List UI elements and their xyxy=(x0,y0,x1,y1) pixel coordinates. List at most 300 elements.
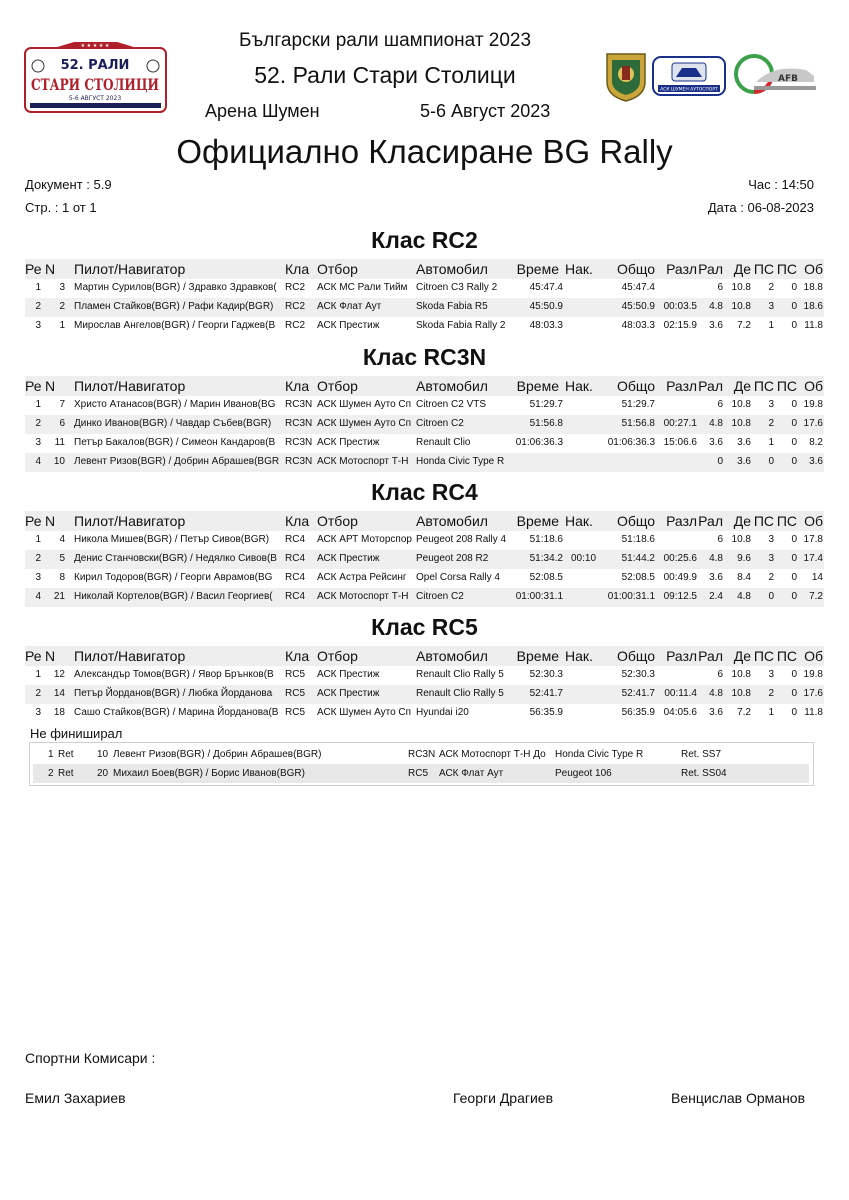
afb-logo-text: AFB xyxy=(778,74,798,84)
cell-day-points: 10.8 xyxy=(731,688,751,699)
date-stamp: Дата : 06-08-2023 xyxy=(707,200,814,215)
cell-penalty: 00:10 xyxy=(571,553,597,564)
dnf-crew: Михаил Боев(BGR) / Борис Иванов(BGR) xyxy=(113,768,305,779)
col-rally-points: Рал xyxy=(698,261,723,277)
cell-diff: 00:11.4 xyxy=(664,688,697,699)
col-points-total: Об xyxy=(804,378,823,394)
col-diff: Разл xyxy=(666,648,697,664)
col-points-total: Об xyxy=(804,648,823,664)
cell-ps1: 2 xyxy=(768,688,774,699)
cell-car: Citroen C2 xyxy=(416,418,464,429)
cell-rally-points: 6 xyxy=(717,399,723,410)
cell-car: Renault Clio Rally 5 xyxy=(416,669,504,680)
dnf-number: 20 xyxy=(97,768,109,779)
cell-time: 52:41.7 xyxy=(529,688,563,699)
cell-day-points: 10.8 xyxy=(731,418,751,429)
col-day-points: Де xyxy=(733,378,751,394)
table-row xyxy=(25,550,824,569)
time-stamp: Час : 14:50 xyxy=(748,177,814,192)
cell-diff: 00:25.6 xyxy=(663,553,697,564)
dnf-row xyxy=(33,764,809,783)
cell-points-total: 8.2 xyxy=(809,437,823,448)
cell-crew: Христо Атанасов(BGR) / Марин Иванов(BG xyxy=(74,399,276,410)
cell-day-points: 7.2 xyxy=(737,707,751,718)
table-row xyxy=(25,666,824,685)
cell-time: 51:29.7 xyxy=(529,399,563,410)
cell-class: RC3N xyxy=(285,456,313,467)
cell-day-points: 4.8 xyxy=(737,591,751,602)
cell-rally-points: 4.8 xyxy=(709,418,723,429)
cell-points-total: 19.8 xyxy=(803,399,823,410)
cell-ps2: 0 xyxy=(791,282,797,293)
cell-total: 52:41.7 xyxy=(621,688,655,699)
cell-points-total: 17.4 xyxy=(803,553,823,564)
cell-day-points: 10.8 xyxy=(731,399,751,410)
cell-team: АСК Престиж xyxy=(317,688,380,699)
cell-total: 51:18.6 xyxy=(621,534,655,545)
cell-class: RC4 xyxy=(285,534,306,545)
page-number: Стр. : 1 от 1 xyxy=(25,200,97,215)
cell-class: RC2 xyxy=(285,320,306,331)
cell-rally-points: 4.8 xyxy=(709,553,723,564)
col-diff: Разл xyxy=(666,513,697,529)
cell-class: RC3N xyxy=(285,399,313,410)
col-ps2: ПС xyxy=(776,261,797,277)
cell-time: 45:47.4 xyxy=(529,282,563,293)
dnf-car: Honda Civic Type R xyxy=(555,749,644,760)
col-day-points: Де xyxy=(733,513,751,529)
col-position: Ре xyxy=(25,648,42,664)
cell-crew: Пламен Стайков(BGR) / Рафи Кадир(BGR) xyxy=(74,301,274,312)
cell-team: АСК Престиж xyxy=(317,669,380,680)
cell-total: 56:35.9 xyxy=(621,707,655,718)
cell-day-points: 10.8 xyxy=(731,282,751,293)
cell-team: АСК Мотоспорт Т-Н xyxy=(317,591,409,602)
cell-class: RC4 xyxy=(285,553,306,564)
cell-points-total: 17.6 xyxy=(803,418,823,429)
cell-team: АСК Престиж xyxy=(317,437,380,448)
cell-team: АСК Шумен Ауто Сп xyxy=(317,707,412,718)
col-number: N xyxy=(45,648,56,664)
cell-number: 10 xyxy=(53,456,65,467)
cell-position: 3 xyxy=(35,707,41,718)
cell-total: 51:44.2 xyxy=(621,553,655,564)
stewards-label: Спортни Комисари : xyxy=(25,1050,156,1066)
cell-ps2: 0 xyxy=(791,669,797,680)
cell-time: 48:03.3 xyxy=(529,320,563,331)
cell-diff: 00:03.5 xyxy=(663,301,697,312)
cell-total: 01:00:31.1 xyxy=(607,591,655,602)
rally-name: 52. Рали Стари Столици xyxy=(254,62,516,88)
dnf-status: Ret xyxy=(58,749,74,760)
col-team: Отбор xyxy=(317,261,358,277)
col-time: Време xyxy=(516,648,559,664)
cell-car: Peugeot 208 R2 xyxy=(416,553,489,564)
col-rally-points: Рал xyxy=(698,378,723,394)
rally-logo xyxy=(24,42,167,113)
col-car: Автомобил xyxy=(416,261,488,277)
cell-number: 21 xyxy=(53,591,65,602)
table-row xyxy=(25,569,824,588)
dnf-section-title: Не финиширал xyxy=(30,726,123,741)
shumen-coat-of-arms-logo xyxy=(604,52,648,102)
cell-number: 8 xyxy=(59,572,65,583)
cell-diff: 09:12.5 xyxy=(663,591,697,602)
dnf-table xyxy=(29,742,814,786)
cell-position: 3 xyxy=(35,572,41,583)
cell-rally-points: 4.8 xyxy=(709,688,723,699)
cell-class: RC5 xyxy=(285,707,306,718)
cell-car: Honda Civic Type R xyxy=(416,456,505,467)
event-dates: 5-6 Август 2023 xyxy=(420,101,551,121)
cell-crew: Динко Иванов(BGR) / Чавдар Събев(BGR) xyxy=(74,418,272,429)
cell-ps2: 0 xyxy=(791,437,797,448)
cell-points-total: 18.6 xyxy=(803,301,823,312)
cell-diff: 15:06.6 xyxy=(663,437,697,448)
cell-position: 1 xyxy=(35,282,41,293)
cell-position: 1 xyxy=(35,669,41,680)
cell-position: 2 xyxy=(35,553,41,564)
cell-ps2: 0 xyxy=(791,399,797,410)
col-ps2: ПС xyxy=(776,513,797,529)
cell-rally-points: 3.6 xyxy=(709,572,723,583)
cell-crew: Кирил Тодоров(BGR) / Георги Аврамов(BG xyxy=(74,572,273,583)
class-title-rc5: Клас RC5 xyxy=(371,614,478,640)
cell-points-total: 11.8 xyxy=(804,320,823,331)
cell-ps1: 3 xyxy=(768,399,774,410)
results-table-rc4 xyxy=(25,511,824,607)
cell-ps1: 3 xyxy=(768,669,774,680)
results-table-rc2 xyxy=(25,259,824,336)
cell-ps2: 0 xyxy=(791,534,797,545)
class-title-rc4: Клас RC4 xyxy=(371,479,478,505)
cell-crew: Николай Кортелов(BGR) / Васил Георгиев( xyxy=(74,591,273,602)
cell-number: 12 xyxy=(53,669,65,680)
cell-class: RC4 xyxy=(285,591,306,602)
dnf-class: RC5 xyxy=(408,768,429,779)
cell-diff: 02:15.9 xyxy=(663,320,697,331)
class-title-rc2: Клас RC2 xyxy=(371,227,478,253)
table-row xyxy=(25,588,824,607)
cell-rally-points: 4.8 xyxy=(709,301,723,312)
cell-crew: Левент Ризов(BGR) / Добрин Абрашев(BGR xyxy=(74,456,280,467)
cell-number: 2 xyxy=(59,301,65,312)
ask-logo-text: АСК ШУМЕН АУТОСПОРТ xyxy=(660,87,718,93)
col-ps2: ПС xyxy=(776,378,797,394)
table-row xyxy=(25,279,824,298)
col-time: Време xyxy=(516,513,559,529)
dnf-crew: Левент Ризов(BGR) / Добрин Абрашев(BGR) xyxy=(113,749,322,760)
cell-ps2: 0 xyxy=(791,553,797,564)
col-day-points: Де xyxy=(733,648,751,664)
col-team: Отбор xyxy=(317,378,358,394)
cell-number: 5 xyxy=(59,553,65,564)
cell-ps2: 0 xyxy=(791,572,797,583)
col-penalty: Нак. xyxy=(565,513,593,529)
col-car: Автомобил xyxy=(416,378,488,394)
cell-position: 1 xyxy=(35,399,41,410)
col-penalty: Нак. xyxy=(565,648,593,664)
cell-diff: 00:49.9 xyxy=(663,572,697,583)
dnf-reason: Ret. SS7 xyxy=(681,749,722,760)
cell-rally-points: 0 xyxy=(717,456,723,467)
cell-total: 51:56.8 xyxy=(621,418,655,429)
results-table-rc5 xyxy=(25,646,824,723)
cell-ps1: 3 xyxy=(768,534,774,545)
cell-car: Citroen C2 xyxy=(416,591,464,602)
col-day-points: Де xyxy=(733,261,751,277)
cell-team: АСК Шумен Ауто Сп xyxy=(317,418,412,429)
cell-day-points: 10.8 xyxy=(731,301,751,312)
venue: Арена Шумен xyxy=(205,101,320,121)
col-penalty: Нак. xyxy=(565,378,593,394)
cell-day-points: 3.6 xyxy=(737,437,751,448)
cell-day-points: 8.4 xyxy=(737,572,751,583)
cell-ps1: 0 xyxy=(768,456,774,467)
cell-crew: Сашо Стайков(BGR) / Марина Йорданова(B xyxy=(74,707,279,718)
cell-crew: Петър Бакалов(BGR) / Симеон Кандаров(B xyxy=(74,437,276,448)
cell-points-total: 7.2 xyxy=(809,591,823,602)
cell-ps2: 0 xyxy=(791,688,797,699)
cell-position: 2 xyxy=(35,301,41,312)
col-car: Автомобил xyxy=(416,513,488,529)
cell-rally-points: 3.6 xyxy=(709,707,723,718)
dnf-index: 1 xyxy=(48,749,54,760)
cell-number: 6 xyxy=(59,418,65,429)
col-class: Кла xyxy=(285,378,310,394)
afb-federation-logo xyxy=(734,52,818,98)
cell-number: 3 xyxy=(59,282,65,293)
dnf-index: 2 xyxy=(48,768,54,779)
col-time: Време xyxy=(516,378,559,394)
cell-ps1: 2 xyxy=(768,282,774,293)
dnf-car: Peugeot 106 xyxy=(555,768,612,779)
table-row xyxy=(25,685,824,704)
table-row xyxy=(25,531,824,550)
cell-car: Citroen C2 VTS xyxy=(416,399,487,410)
cell-number: 4 xyxy=(59,534,65,545)
cell-ps2: 0 xyxy=(791,591,797,602)
cell-position: 2 xyxy=(35,688,41,699)
cell-ps1: 0 xyxy=(768,591,774,602)
col-rally-points: Рал xyxy=(698,513,723,529)
cell-number: 1 xyxy=(59,320,65,331)
cell-time: 52:30.3 xyxy=(529,669,563,680)
table-row xyxy=(25,415,824,434)
cell-time: 51:34.2 xyxy=(529,553,563,564)
cell-total: 52:30.3 xyxy=(621,669,655,680)
cell-day-points: 3.6 xyxy=(737,456,751,467)
cell-ps1: 3 xyxy=(768,301,774,312)
col-total: Общо xyxy=(616,261,655,277)
logo-main-text: СТАРИ СТОЛИЦИ xyxy=(31,75,159,94)
cell-car: Skoda Fabia Rally 2 xyxy=(416,320,506,331)
steward-name-1: Емил Захариев xyxy=(25,1090,126,1106)
document-number: Документ : 5.9 xyxy=(25,177,112,192)
table-row xyxy=(25,453,824,472)
col-time: Време xyxy=(516,261,559,277)
cell-crew: Александър Томов(BGR) / Явор Брънков(B xyxy=(74,669,274,680)
cell-diff: 04:05.6 xyxy=(663,707,697,718)
col-class: Кла xyxy=(285,648,310,664)
col-crew: Пилот/Навигатор xyxy=(74,648,186,664)
cell-class: RC5 xyxy=(285,688,306,699)
cell-time: 52:08.5 xyxy=(529,572,563,583)
col-number: N xyxy=(45,378,56,394)
cell-team: АСК АРТ Моторспор xyxy=(317,534,412,545)
cell-total: 48:03.3 xyxy=(621,320,655,331)
col-total: Общо xyxy=(616,378,655,394)
cell-ps1: 1 xyxy=(768,437,774,448)
cell-car: Renault Clio Rally 5 xyxy=(416,688,504,699)
col-diff: Разл xyxy=(666,261,697,277)
col-position: Ре xyxy=(25,261,42,277)
cell-team: АСК Шумен Ауто Сп xyxy=(317,399,412,410)
table-row xyxy=(25,704,824,723)
cell-position: 1 xyxy=(35,534,41,545)
col-class: Кла xyxy=(285,261,310,277)
cell-day-points: 10.8 xyxy=(731,669,751,680)
logo-top-text: 52. РАЛИ xyxy=(60,58,130,73)
col-points-total: Об xyxy=(804,513,823,529)
cell-time: 01:06:36.3 xyxy=(515,437,563,448)
col-car: Автомобил xyxy=(416,648,488,664)
dnf-team: АСК Мотоспорт Т-Н До xyxy=(439,749,546,760)
col-points-total: Об xyxy=(804,261,823,277)
col-position: Ре xyxy=(25,513,42,529)
cell-team: АСК Астра Рейсинг xyxy=(317,572,407,583)
table-header xyxy=(25,511,824,531)
dnf-team: АСК Флат Аут xyxy=(439,768,504,779)
dnf-number: 10 xyxy=(97,749,109,760)
cell-car: Peugeot 208 Rally 4 xyxy=(416,534,507,545)
dnf-status: Ret xyxy=(58,768,74,779)
cell-total: 01:06:36.3 xyxy=(607,437,655,448)
col-total: Общо xyxy=(616,513,655,529)
cell-points-total: 3.6 xyxy=(809,456,823,467)
cell-ps2: 0 xyxy=(791,456,797,467)
cell-crew: Мартин Сурилов(BGR) / Здравко Здравков( xyxy=(74,282,277,293)
table-row xyxy=(25,434,824,453)
col-penalty: Нак. xyxy=(565,261,593,277)
cell-crew: Петър Йорданов(BGR) / Любка Йорданова xyxy=(74,688,273,699)
cell-day-points: 7.2 xyxy=(737,320,751,331)
dnf-row xyxy=(33,745,809,764)
cell-time: 56:35.9 xyxy=(529,707,563,718)
cell-number: 7 xyxy=(59,399,65,410)
col-team: Отбор xyxy=(317,648,358,664)
col-ps1: ПС xyxy=(753,648,774,664)
cell-points-total: 17.8 xyxy=(803,534,823,545)
ask-shumen-autosport-logo xyxy=(652,56,726,96)
table-header xyxy=(25,376,824,396)
cell-crew: Денис Станчовски(BGR) / Недялко Сивов(B xyxy=(74,553,277,564)
cell-number: 18 xyxy=(53,707,65,718)
cell-position: 4 xyxy=(35,591,41,602)
table-row xyxy=(25,317,824,336)
logo-date-text: 5-6 АВГУСТ 2023 xyxy=(68,95,122,102)
cell-car: Skoda Fabia R5 xyxy=(416,301,488,312)
cell-class: RC3N xyxy=(285,437,313,448)
cell-points-total: 19.8 xyxy=(803,669,823,680)
cell-ps2: 0 xyxy=(791,707,797,718)
results-table-rc3n xyxy=(25,376,824,472)
cell-points-total: 11.8 xyxy=(804,707,823,718)
cell-team: АСК Флат Аут xyxy=(317,301,382,312)
cell-car: Opel Corsa Rally 4 xyxy=(416,572,500,583)
col-crew: Пилот/Навигатор xyxy=(74,513,186,529)
class-title-rc3n: Клас RC3N xyxy=(362,344,487,370)
cell-total: 45:47.4 xyxy=(621,282,655,293)
cell-ps1: 1 xyxy=(768,707,774,718)
col-ps1: ПС xyxy=(753,261,774,277)
cell-car: Citroen C3 Rally 2 xyxy=(416,282,498,293)
col-diff: Разл xyxy=(666,378,697,394)
cell-rally-points: 3.6 xyxy=(709,437,723,448)
dnf-class: RC3N xyxy=(408,749,436,760)
cell-ps2: 0 xyxy=(791,418,797,429)
svg-text:★ ★ ★ ★ ★: ★ ★ ★ ★ ★ xyxy=(80,43,110,49)
cell-ps1: 2 xyxy=(768,572,774,583)
col-ps2: ПС xyxy=(776,648,797,664)
col-number: N xyxy=(45,261,56,277)
cell-rally-points: 6 xyxy=(717,282,723,293)
cell-class: RC4 xyxy=(285,572,306,583)
cell-position: 2 xyxy=(35,418,41,429)
cell-class: RC5 xyxy=(285,669,306,680)
cell-class: RC2 xyxy=(285,301,306,312)
col-class: Кла xyxy=(285,513,310,529)
col-ps1: ПС xyxy=(753,378,774,394)
col-position: Ре xyxy=(25,378,42,394)
cell-day-points: 10.8 xyxy=(731,534,751,545)
cell-car: Hyundai i20 xyxy=(416,707,469,718)
cell-rally-points: 2.4 xyxy=(709,591,723,602)
cell-position: 3 xyxy=(35,320,41,331)
championship-title: Български рали шампионат 2023 xyxy=(238,30,532,51)
cell-points-total: 18.8 xyxy=(803,282,823,293)
cell-team: АСК МС Рали Тийм xyxy=(317,282,408,293)
cell-time: 51:56.8 xyxy=(529,418,563,429)
cell-ps2: 0 xyxy=(791,301,797,312)
cell-car: Renault Clio xyxy=(416,437,471,448)
cell-ps2: 0 xyxy=(791,320,797,331)
steward-name-2: Георги Драгиев xyxy=(453,1090,554,1106)
cell-total: 51:29.7 xyxy=(621,399,655,410)
page-title: Официално Класиране BG Rally xyxy=(176,133,673,170)
col-total: Общо xyxy=(616,648,655,664)
table-header xyxy=(25,646,824,666)
cell-time: 45:50.9 xyxy=(529,301,563,312)
cell-ps1: 3 xyxy=(768,553,774,564)
cell-crew: Мирослав Ангелов(BGR) / Георги Гаджев(B xyxy=(74,320,276,331)
col-rally-points: Рал xyxy=(698,648,723,664)
cell-points-total: 17.6 xyxy=(803,688,823,699)
col-crew: Пилот/Навигатор xyxy=(74,261,186,277)
cell-total: 45:50.9 xyxy=(621,301,655,312)
cell-rally-points: 6 xyxy=(717,669,723,680)
cell-total: 52:08.5 xyxy=(621,572,655,583)
cell-time: 01:00:31.1 xyxy=(515,591,563,602)
steward-name-3: Венцислав Орманов xyxy=(671,1090,806,1106)
cell-rally-points: 6 xyxy=(717,534,723,545)
cell-class: RC3N xyxy=(285,418,313,429)
cell-ps1: 1 xyxy=(768,320,774,331)
cell-number: 11 xyxy=(54,437,65,448)
table-row xyxy=(25,396,824,415)
col-ps1: ПС xyxy=(753,513,774,529)
col-number: N xyxy=(45,513,56,529)
